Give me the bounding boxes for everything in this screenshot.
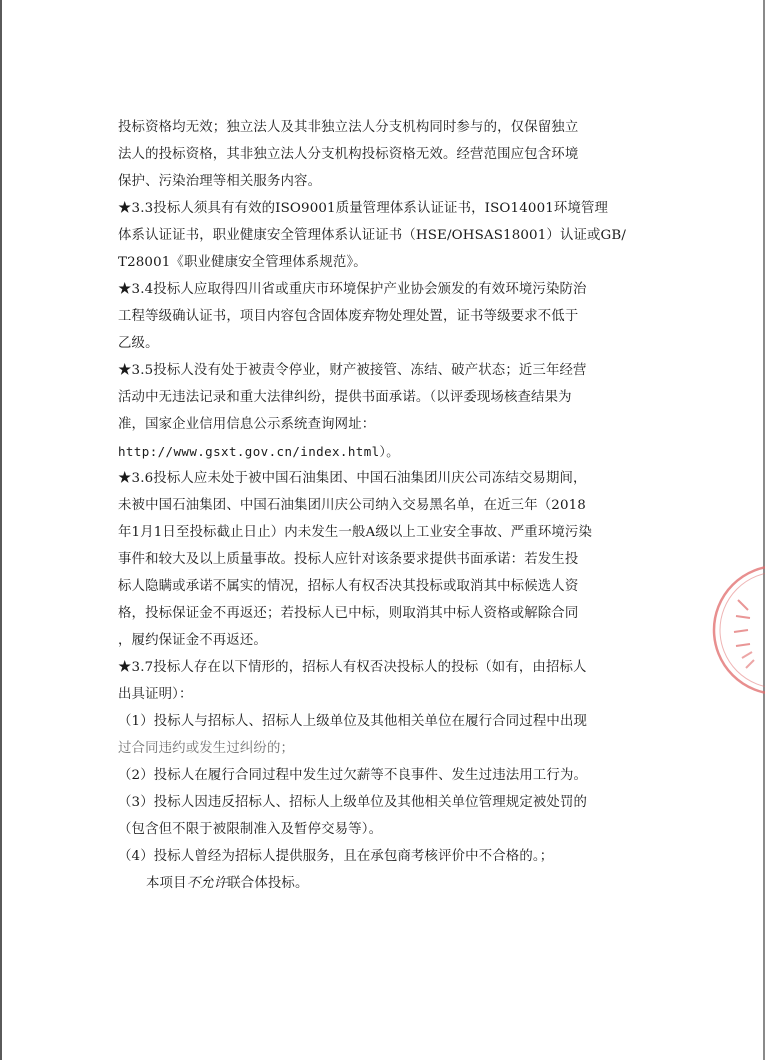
text-line: 年1月1日至投标截止日止）内未发生一般A级以上工业安全事故、严重环境污染: [118, 525, 592, 540]
clause-3-4: ★3.4投标人应取得四川省或重庆市环境保护产业协会颁发的有效环境污染防治: [118, 282, 587, 297]
final-prefix: 本项目: [146, 876, 187, 891]
sub-item-2: （2）投标人在履行合同过程中发生过欠薪等不良事件、发生过违法用工行为。: [118, 768, 588, 783]
text-line: 未被中国石油集团、中国石油集团川庆公司纳入交易黑名单，在近三年（2018: [118, 498, 586, 513]
sub-item-1: （1）投标人与招标人、招标人上级单位及其他相关单位在履行合同过程中出现: [118, 714, 588, 729]
text-line: T28001《职业健康安全管理体系规范》。: [118, 255, 367, 270]
final-statement: [118, 870, 626, 897]
text-line: 工程等级确认证书，项目内容包含固体废弃物处理处置，证书等级要求不低于: [118, 309, 579, 324]
final-suffix: 联合体投标。: [227, 876, 309, 891]
sub-item-3: （3）投标人因违反招标人、招标人上级单位及其他相关单位管理规定被处罚的: [118, 795, 588, 810]
text-line: 保护、污染治理等相关服务内容。: [118, 174, 322, 189]
text-line: 法人的投标资格，其非独立法人分支机构投标资格无效。经营范围应包含环境: [118, 147, 579, 162]
text-line: 体系认证证书，职业健康安全管理体系认证证书（HSE/OHSAS18001）认证或GB/: [118, 228, 626, 243]
clause-3-5: ★3.5投标人没有处于被责令停业，财产被接管、冻结、破产状态；近三年经营: [118, 363, 587, 378]
final-italic: 不允许: [186, 876, 228, 891]
text-line: 标人隐瞒或承诺不属实的情况，招标人有权否决其投标或取消其中标候选人资: [118, 579, 579, 594]
text-line: ，履约保证金不再返还。: [118, 633, 267, 648]
url-line: http://www.gsxt.gov.cn/index.html）。: [118, 444, 400, 459]
red-seal-stamp-icon: [708, 560, 765, 700]
clause-3-7: ★3.7投标人存在以下情形的，招标人有权否决投标人的投标（如有，由招标人: [118, 660, 587, 675]
text-line: 格，投标保证金不再返还；若投标人已中标，则取消其中标人资格或解除合同: [118, 606, 579, 621]
text-line: 过合同违约或发生过纠纷的；: [118, 741, 295, 756]
text-line: （包含但不限于被限制准入及暂停交易等）。: [118, 822, 383, 837]
document-body: [118, 114, 626, 897]
text-line: 乙级。: [118, 336, 159, 351]
clause-3-6: ★3.6投标人应未处于被中国石油集团、中国石油集团川庆公司冻结交易期间，: [118, 471, 587, 486]
text-line: 事件和较大及以上质量事故。投标人应针对该条要求提供书面承诺：若发生投: [118, 552, 579, 567]
text-line: 出具证明）：: [118, 687, 193, 702]
page-left-edge: [0, 0, 2, 1060]
text-line: 准，国家企业信用信息公示系统查询网址：: [118, 417, 376, 432]
text-line: 活动中无违法记录和重大法律纠纷，提供书面承诺。（以评委现场核查结果为: [118, 390, 572, 405]
text-line: 投标资格均无效；独立法人及其非独立法人分支机构同时参与的，仅保留独立: [118, 120, 579, 135]
clause-3-3: ★3.3投标人须具有有效的ISO9001质量管理体系认证证书，ISO14001环境管理: [118, 201, 609, 216]
sub-item-4: （4）投标人曾经为招标人提供服务，且在承包商考核评价中不合格的。；: [118, 849, 554, 864]
